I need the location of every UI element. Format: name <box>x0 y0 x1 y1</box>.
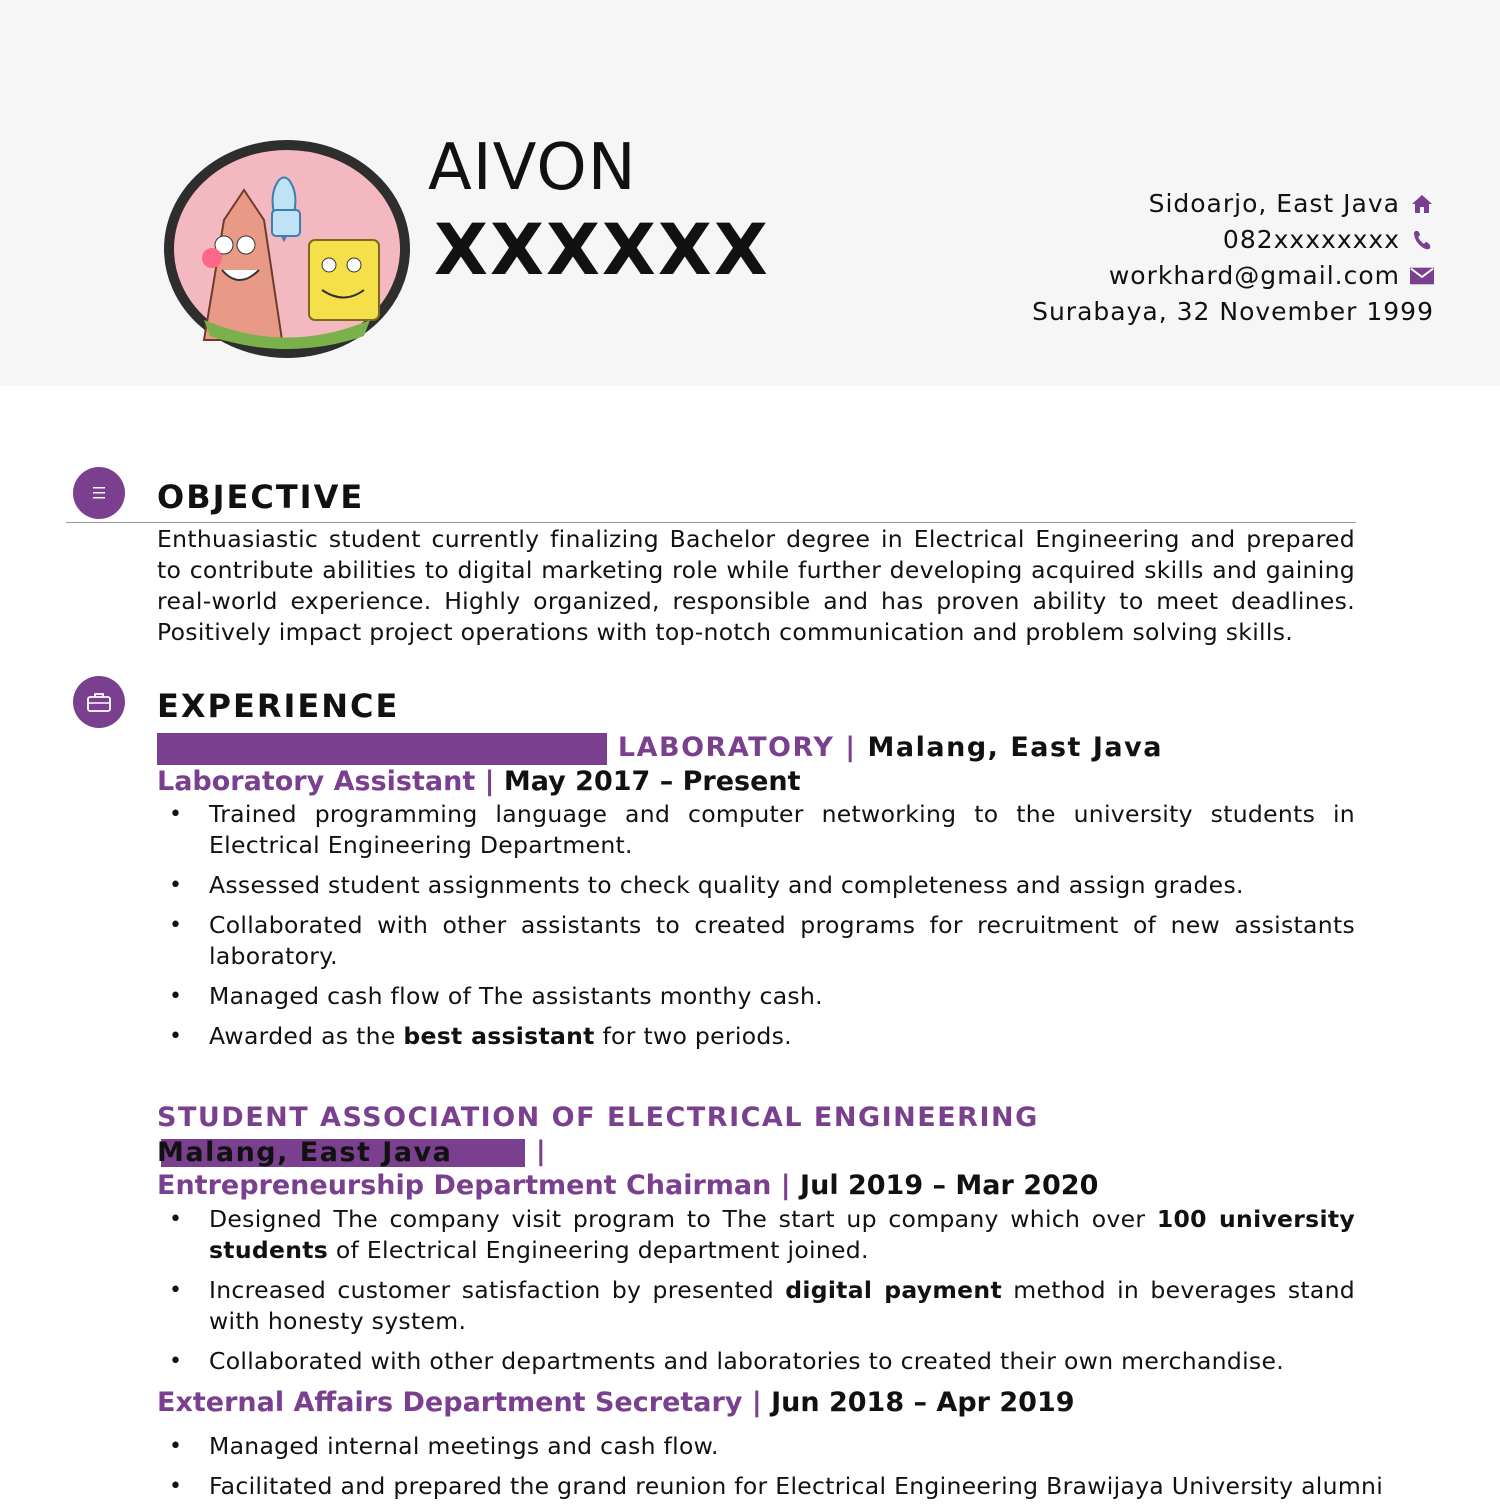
birth-text: Surabaya, 32 November 1999 <box>1032 297 1434 326</box>
last-name: XXXXXX <box>434 209 770 291</box>
job2-role1: Entrepreneurship Department Chairman | <box>157 1170 791 1201</box>
list-item: • Trained programming language and computer networking to the university students in Electrical Engineering Department. <box>169 800 1355 859</box>
job1-location: Malang, East Java <box>867 732 1163 763</box>
job2-org: STUDENT ASSOCIATION OF ELECTRICAL ENGINEERING <box>157 1102 1039 1133</box>
objective-title: OBJECTIVE <box>157 478 365 516</box>
contact-phone <box>1032 222 1434 258</box>
list-item: • Managed cash flow of The assistants monthy cash. <box>169 982 823 1010</box>
job2-role1-bullets <box>157 1204 1355 1386</box>
email-text[interactable]: workhard@gmail.com <box>1108 261 1400 290</box>
list-icon <box>73 467 125 519</box>
list-item: • Collaborated with other assistants to created programs for recruitment of new assistants laboratory. <box>169 911 1355 970</box>
job2-dates2: Jun 2018 – Apr 2019 <box>771 1387 1075 1418</box>
job2-role1-line <box>157 1169 1098 1203</box>
list-item: • Facilitated and prepared the grand reunion for Electrical Engineering Brawijaya University alumni <box>169 1472 1384 1500</box>
job1-role: Laboratory Assistant | <box>157 766 495 797</box>
job1-role-line <box>157 765 801 799</box>
list-item: • Designed The company visit program to The start up company which over 100 university students of Electrical Engineering department joined. <box>169 1205 1355 1264</box>
phone-icon <box>1410 228 1434 252</box>
envelope-icon <box>1410 264 1434 288</box>
phone-text: 082xxxxxxxx <box>1222 225 1400 254</box>
first-name: AIVON <box>428 131 637 205</box>
location-text: Sidoarjo, East Java <box>1148 189 1400 218</box>
list-item: • Assessed student assignments to check quality and completeness and assign grades. <box>169 871 1244 899</box>
job2-sep: | <box>535 1136 548 1167</box>
section-divider <box>66 522 1356 523</box>
contact-location <box>1032 186 1434 222</box>
experience-title: EXPERIENCE <box>157 687 400 725</box>
job1-dates: May 2017 – Present <box>503 766 801 797</box>
avatar <box>164 140 410 358</box>
list-item: • Increased customer satisfaction by presented digital payment method in beverages stand with honesty system. <box>169 1276 1355 1335</box>
job2-dates1: Jul 2019 – Mar 2020 <box>800 1170 1099 1201</box>
job2-role2: External Affairs Department Secretary | <box>157 1387 762 1418</box>
job2-role2-line <box>157 1386 1075 1420</box>
redaction-bar <box>157 733 607 765</box>
job1-org: LABORATORY | <box>617 732 857 763</box>
job1-org-line <box>157 731 1163 765</box>
list-item: • Managed internal meetings and cash flow. <box>169 1432 719 1460</box>
job1-bullets <box>157 799 1355 1061</box>
list-item: • Collaborated with other departments and laboratories to created their own merchandise. <box>169 1347 1284 1375</box>
home-icon <box>1410 192 1434 216</box>
objective-text: Enthuasiastic student currently finalizing Bachelor degree in Electrical Engineering and prepared to contribute abilities to digital marketing role while further developing acquired skills and gaining real-world experience. Highly organized, responsible and has proven ability to meet deadlines. Positively impact project operations with top-notch communication and problem solving skills. <box>157 525 1355 646</box>
contact-email <box>1032 258 1434 294</box>
briefcase-icon <box>73 676 125 728</box>
job2-role2-bullets <box>157 1431 1384 1511</box>
job2-location: Malang, East Java <box>157 1137 453 1168</box>
list-item: • Awarded as the best assistant for two periods. <box>169 1022 792 1050</box>
contact-block <box>1032 186 1434 330</box>
contact-birth <box>1032 294 1434 330</box>
